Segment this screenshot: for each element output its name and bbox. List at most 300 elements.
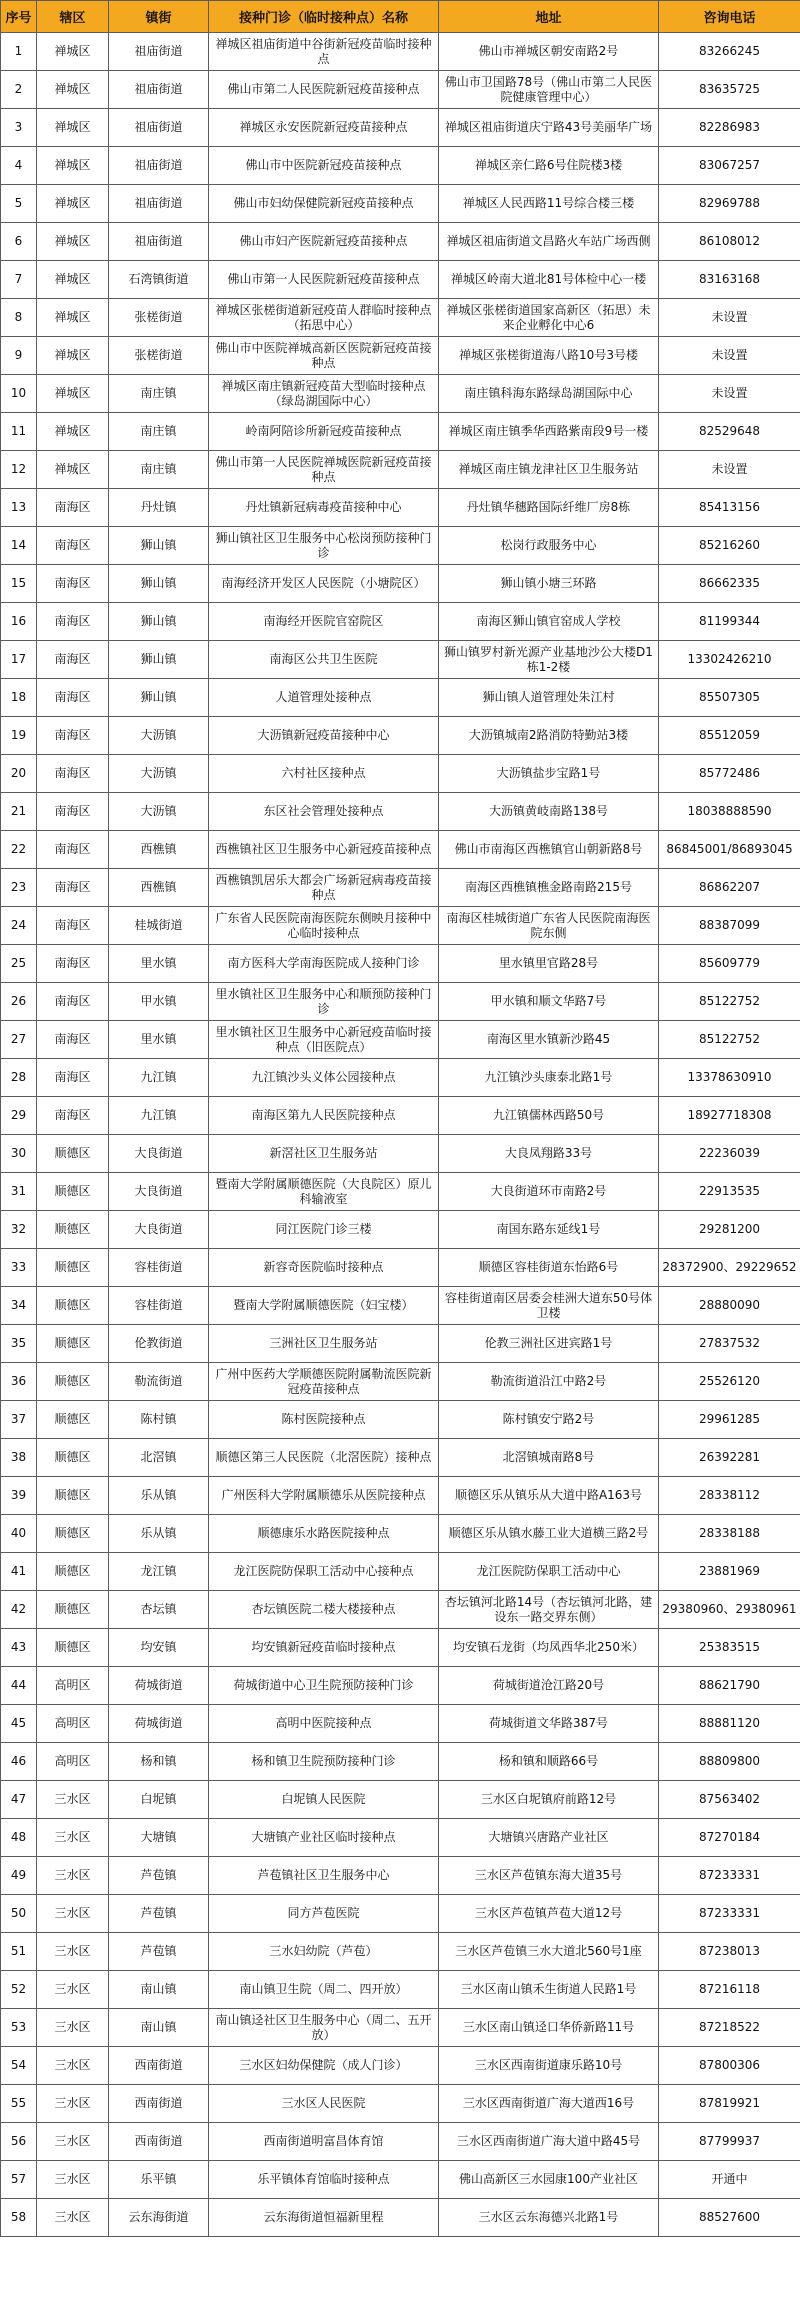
cell-district: 禅城区	[37, 223, 109, 261]
cell-town: 陈村镇	[109, 1401, 209, 1439]
cell-site-name: 佛山市第一人民医院新冠疫苗接种点	[209, 261, 439, 299]
cell-index: 19	[1, 717, 37, 755]
cell-district: 三水区	[37, 2085, 109, 2123]
cell-site-name: 三水区妇幼保健院（成人门诊）	[209, 2047, 439, 2085]
table-row	[1, 2123, 800, 2161]
cell-index: 6	[1, 223, 37, 261]
cell-phone: 开通中	[659, 2161, 800, 2199]
cell-town: 祖庙街道	[109, 33, 209, 71]
table-row	[1, 1895, 800, 1933]
cell-site-name: 西樵镇社区卫生服务中心新冠疫苗接种点	[209, 831, 439, 869]
table-row	[1, 1097, 800, 1135]
cell-phone: 88387099	[659, 907, 800, 945]
cell-index: 7	[1, 261, 37, 299]
cell-address: 南海区里水镇新沙路45	[439, 1021, 659, 1059]
cell-phone: 25526120	[659, 1363, 800, 1401]
cell-district: 三水区	[37, 2123, 109, 2161]
cell-address: 顺德区乐从镇水藤工业大道横三路2号	[439, 1515, 659, 1553]
table-row	[1, 641, 800, 679]
cell-site-name: 大沥镇新冠疫苗接种中心	[209, 717, 439, 755]
cell-town: 大塘镇	[109, 1819, 209, 1857]
cell-address: 大沥镇黄岐南路138号	[439, 793, 659, 831]
cell-index: 25	[1, 945, 37, 983]
cell-site-name: 新滘社区卫生服务站	[209, 1135, 439, 1173]
cell-district: 南海区	[37, 527, 109, 565]
cell-phone: 未设置	[659, 337, 800, 375]
cell-index: 13	[1, 489, 37, 527]
cell-town: 大良街道	[109, 1211, 209, 1249]
cell-site-name: 广州医科大学附属顺德乐从医院接种点	[209, 1477, 439, 1515]
table-row	[1, 1971, 800, 2009]
cell-address: 禅城区南庄镇龙津社区卫生服务站	[439, 451, 659, 489]
cell-address: 佛山高新区三水园康100产业社区	[439, 2161, 659, 2199]
cell-phone: 82286983	[659, 109, 800, 147]
cell-site-name: 九江镇沙头义体公园接种点	[209, 1059, 439, 1097]
cell-phone: 83266245	[659, 33, 800, 71]
table-row	[1, 1857, 800, 1895]
cell-town: 乐从镇	[109, 1477, 209, 1515]
cell-town: 甲水镇	[109, 983, 209, 1021]
cell-phone: 85507305	[659, 679, 800, 717]
cell-district: 顺德区	[37, 1173, 109, 1211]
cell-phone: 85413156	[659, 489, 800, 527]
table-row	[1, 755, 800, 793]
table-row	[1, 1667, 800, 1705]
cell-phone: 88881120	[659, 1705, 800, 1743]
cell-site-name: 人道管理处接种点	[209, 679, 439, 717]
cell-index: 9	[1, 337, 37, 375]
cell-address: 狮山镇小塘三环路	[439, 565, 659, 603]
table-row	[1, 1363, 800, 1401]
table-row	[1, 413, 800, 451]
header-address: 地址	[439, 1, 659, 33]
cell-district: 南海区	[37, 641, 109, 679]
cell-town: 丹灶镇	[109, 489, 209, 527]
table-row	[1, 603, 800, 641]
cell-district: 禅城区	[37, 299, 109, 337]
cell-town: 大沥镇	[109, 793, 209, 831]
header-district: 辖区	[37, 1, 109, 33]
cell-address: 松岗行政服务中心	[439, 527, 659, 565]
cell-phone: 22913535	[659, 1173, 800, 1211]
cell-district: 南海区	[37, 1097, 109, 1135]
cell-town: 大沥镇	[109, 755, 209, 793]
cell-phone: 87233331	[659, 1895, 800, 1933]
cell-town: 西樵镇	[109, 831, 209, 869]
cell-town: 狮山镇	[109, 527, 209, 565]
cell-phone: 86662335	[659, 565, 800, 603]
cell-index: 20	[1, 755, 37, 793]
table-row	[1, 1591, 800, 1629]
cell-index: 23	[1, 869, 37, 907]
table-row	[1, 907, 800, 945]
table-row	[1, 679, 800, 717]
cell-phone: 18038888590	[659, 793, 800, 831]
cell-phone: 28338112	[659, 1477, 800, 1515]
cell-district: 顺德区	[37, 1401, 109, 1439]
table-row	[1, 1743, 800, 1781]
cell-district: 顺德区	[37, 1553, 109, 1591]
table-row	[1, 2009, 800, 2047]
table-row	[1, 1781, 800, 1819]
cell-phone: 82529648	[659, 413, 800, 451]
cell-phone: 86862207	[659, 869, 800, 907]
cell-address: 顺德区乐从镇乐从大道中路A163号	[439, 1477, 659, 1515]
cell-index: 51	[1, 1933, 37, 1971]
cell-site-name: 三水妇幼院（芦苞）	[209, 1933, 439, 1971]
cell-site-name: 南山镇迳社区卫生服务中心（周二、五开放）	[209, 2009, 439, 2047]
cell-address: 大沥镇盐步宝路1号	[439, 755, 659, 793]
table-row	[1, 185, 800, 223]
cell-address: 禅城区岭南大道北81号体检中心一楼	[439, 261, 659, 299]
cell-site-name: 里水镇社区卫生服务中心和顺预防接种门诊	[209, 983, 439, 1021]
cell-index: 39	[1, 1477, 37, 1515]
cell-address: 佛山市卫国路78号（佛山市第二人民医院健康管理中心）	[439, 71, 659, 109]
cell-phone: 87270184	[659, 1819, 800, 1857]
cell-phone: 87238013	[659, 1933, 800, 1971]
cell-site-name: 云东海街道恒福新里程	[209, 2199, 439, 2237]
cell-phone: 28338188	[659, 1515, 800, 1553]
cell-site-name: 南山镇卫生院（周二、四开放）	[209, 1971, 439, 2009]
cell-address: 狮山镇人道管理处朱江村	[439, 679, 659, 717]
table-row	[1, 1287, 800, 1325]
cell-address: 禅城区祖庙街道庆宁路43号美丽华广场	[439, 109, 659, 147]
cell-district: 顺德区	[37, 1363, 109, 1401]
cell-site-name: 芦苞镇社区卫生服务中心	[209, 1857, 439, 1895]
cell-town: 均安镇	[109, 1629, 209, 1667]
table-row	[1, 1211, 800, 1249]
cell-town: 容桂街道	[109, 1249, 209, 1287]
cell-phone: 88621790	[659, 1667, 800, 1705]
table-row	[1, 1705, 800, 1743]
table-row	[1, 717, 800, 755]
cell-phone: 23881969	[659, 1553, 800, 1591]
cell-town: 狮山镇	[109, 641, 209, 679]
cell-address: 荷城街道沧江路20号	[439, 1667, 659, 1705]
cell-site-name: 南方医科大学南海医院成人接种门诊	[209, 945, 439, 983]
cell-address: 禅城区亲仁路6号住院楼3楼	[439, 147, 659, 185]
cell-address: 南海区狮山镇官窑成人学校	[439, 603, 659, 641]
header-index: 序号	[1, 1, 37, 33]
table-header	[1, 1, 800, 33]
table-row	[1, 793, 800, 831]
cell-index: 27	[1, 1021, 37, 1059]
cell-site-name: 丹灶镇新冠病毒疫苗接种中心	[209, 489, 439, 527]
cell-index: 58	[1, 2199, 37, 2237]
cell-town: 西南街道	[109, 2047, 209, 2085]
cell-address: 禅城区祖庙街道文昌路火车站广场西侧	[439, 223, 659, 261]
cell-address: 顺德区容桂街道东怡路6号	[439, 1249, 659, 1287]
cell-site-name: 佛山市中医院禅城高新区医院新冠疫苗接种点	[209, 337, 439, 375]
cell-address: 禅城区张槎街道海八路10号3号楼	[439, 337, 659, 375]
cell-site-name: 佛山市妇幼保健院新冠疫苗接种点	[209, 185, 439, 223]
table-row	[1, 1173, 800, 1211]
cell-address: 禅城区南庄镇季华西路紫南段9号一楼	[439, 413, 659, 451]
cell-site-name: 同江医院门诊三楼	[209, 1211, 439, 1249]
cell-phone: 85609779	[659, 945, 800, 983]
cell-index: 28	[1, 1059, 37, 1097]
cell-address: 三水区芦苞镇东海大道35号	[439, 1857, 659, 1895]
cell-phone: 29281200	[659, 1211, 800, 1249]
cell-district: 顺德区	[37, 1249, 109, 1287]
cell-address: 容桂街道南区居委会桂洲大道东50号体卫楼	[439, 1287, 659, 1325]
cell-district: 禅城区	[37, 375, 109, 413]
cell-town: 荷城街道	[109, 1705, 209, 1743]
cell-address: 三水区西南街道广海大道西16号	[439, 2085, 659, 2123]
cell-phone: 85122752	[659, 1021, 800, 1059]
cell-index: 47	[1, 1781, 37, 1819]
cell-index: 49	[1, 1857, 37, 1895]
cell-address: 勒流街道沿江中路2号	[439, 1363, 659, 1401]
cell-site-name: 杨和镇卫生院预防接种门诊	[209, 1743, 439, 1781]
table-row	[1, 1629, 800, 1667]
cell-address: 禅城区人民西路11号综合楼三楼	[439, 185, 659, 223]
cell-address: 大塘镇兴唐路产业社区	[439, 1819, 659, 1857]
cell-site-name: 广东省人民医院南海医院东侧映月接种中心临时接种点	[209, 907, 439, 945]
cell-site-name: 南海区公共卫生医院	[209, 641, 439, 679]
cell-site-name: 龙江医院防保职工活动中心接种点	[209, 1553, 439, 1591]
cell-town: 九江镇	[109, 1097, 209, 1135]
cell-site-name: 西樵镇凯居乐大都会广场新冠病毒疫苗接种点	[209, 869, 439, 907]
cell-index: 21	[1, 793, 37, 831]
cell-index: 33	[1, 1249, 37, 1287]
cell-town: 桂城街道	[109, 907, 209, 945]
cell-town: 南庄镇	[109, 451, 209, 489]
cell-address: 北滘镇城南路8号	[439, 1439, 659, 1477]
table-row	[1, 147, 800, 185]
cell-index: 45	[1, 1705, 37, 1743]
cell-district: 三水区	[37, 2047, 109, 2085]
cell-district: 顺德区	[37, 1325, 109, 1363]
cell-site-name: 六村社区接种点	[209, 755, 439, 793]
cell-index: 2	[1, 71, 37, 109]
cell-index: 1	[1, 33, 37, 71]
cell-address: 南国东路东延线1号	[439, 1211, 659, 1249]
cell-phone: 85122752	[659, 983, 800, 1021]
cell-district: 高明区	[37, 1743, 109, 1781]
cell-index: 50	[1, 1895, 37, 1933]
cell-phone: 13378630910	[659, 1059, 800, 1097]
cell-town: 里水镇	[109, 1021, 209, 1059]
cell-phone: 29380960、29380961	[659, 1591, 800, 1629]
table-row	[1, 1819, 800, 1857]
table-row	[1, 945, 800, 983]
cell-address: 南海区桂城街道广东省人民医院南海医院东侧	[439, 907, 659, 945]
cell-phone: 88527600	[659, 2199, 800, 2237]
cell-district: 南海区	[37, 489, 109, 527]
cell-address: 三水区芦苞镇芦苞大道12号	[439, 1895, 659, 1933]
table-row	[1, 1477, 800, 1515]
cell-index: 43	[1, 1629, 37, 1667]
cell-phone: 85216260	[659, 527, 800, 565]
cell-town: 祖庙街道	[109, 223, 209, 261]
cell-index: 56	[1, 2123, 37, 2161]
cell-index: 14	[1, 527, 37, 565]
cell-town: 张槎街道	[109, 337, 209, 375]
cell-index: 29	[1, 1097, 37, 1135]
cell-site-name: 同方芦苞医院	[209, 1895, 439, 1933]
cell-phone: 83163168	[659, 261, 800, 299]
cell-phone: 28372900、29229652	[659, 1249, 800, 1287]
cell-town: 大沥镇	[109, 717, 209, 755]
cell-index: 4	[1, 147, 37, 185]
cell-index: 5	[1, 185, 37, 223]
cell-address: 大沥镇城南2路消防特勤站3楼	[439, 717, 659, 755]
cell-site-name: 东区社会管理处接种点	[209, 793, 439, 831]
table-row	[1, 1249, 800, 1287]
cell-phone: 86845001/86893045	[659, 831, 800, 869]
cell-town: 祖庙街道	[109, 109, 209, 147]
cell-phone: 82969788	[659, 185, 800, 223]
cell-town: 大良街道	[109, 1173, 209, 1211]
cell-town: 祖庙街道	[109, 71, 209, 109]
cell-district: 南海区	[37, 907, 109, 945]
cell-phone: 85772486	[659, 755, 800, 793]
cell-phone: 18927718308	[659, 1097, 800, 1135]
cell-district: 南海区	[37, 1059, 109, 1097]
table-row	[1, 1401, 800, 1439]
cell-district: 南海区	[37, 717, 109, 755]
cell-district: 南海区	[37, 945, 109, 983]
cell-index: 40	[1, 1515, 37, 1553]
cell-site-name: 三水区人民医院	[209, 2085, 439, 2123]
cell-town: 张槎街道	[109, 299, 209, 337]
cell-site-name: 暨南大学附属顺德医院（大良院区）原儿科输液室	[209, 1173, 439, 1211]
cell-address: 三水区云东海德兴北路1号	[439, 2199, 659, 2237]
table-row	[1, 451, 800, 489]
cell-site-name: 岭南阿陪诊所新冠疫苗接种点	[209, 413, 439, 451]
cell-index: 3	[1, 109, 37, 147]
cell-district: 南海区	[37, 1021, 109, 1059]
cell-address: 狮山镇罗村新光源产业基地沙公大楼D1栋1-2楼	[439, 641, 659, 679]
cell-address: 陈村镇安宁路2号	[439, 1401, 659, 1439]
cell-site-name: 禅城区祖庙街道中谷街新冠疫苗临时接种点	[209, 33, 439, 71]
cell-index: 26	[1, 983, 37, 1021]
cell-site-name: 广州中医药大学顺德医院附属勒流医院新冠疫苗接种点	[209, 1363, 439, 1401]
cell-address: 佛山市南海区西樵镇官山朝新路8号	[439, 831, 659, 869]
header-phone: 咨询电话	[659, 1, 800, 33]
cell-district: 禅城区	[37, 147, 109, 185]
cell-site-name: 杏坛镇医院二楼大楼接种点	[209, 1591, 439, 1629]
table-row	[1, 1439, 800, 1477]
cell-district: 南海区	[37, 869, 109, 907]
cell-index: 55	[1, 2085, 37, 2123]
cell-index: 44	[1, 1667, 37, 1705]
cell-address: 三水区西南街道广海大道中路45号	[439, 2123, 659, 2161]
cell-phone: 25383515	[659, 1629, 800, 1667]
header-row	[1, 1, 800, 33]
cell-town: 龙江镇	[109, 1553, 209, 1591]
cell-town: 狮山镇	[109, 565, 209, 603]
cell-district: 三水区	[37, 1933, 109, 1971]
cell-district: 三水区	[37, 1819, 109, 1857]
cell-district: 禅城区	[37, 261, 109, 299]
cell-phone: 13302426210	[659, 641, 800, 679]
cell-index: 38	[1, 1439, 37, 1477]
cell-town: 南庄镇	[109, 413, 209, 451]
cell-address: 佛山市禅城区朝安南路2号	[439, 33, 659, 71]
cell-district: 顺德区	[37, 1515, 109, 1553]
cell-index: 37	[1, 1401, 37, 1439]
cell-district: 南海区	[37, 679, 109, 717]
table-row	[1, 831, 800, 869]
cell-district: 三水区	[37, 1971, 109, 2009]
cell-site-name: 白坭镇人民医院	[209, 1781, 439, 1819]
cell-address: 大良街道环市南路2号	[439, 1173, 659, 1211]
cell-district: 禅城区	[37, 185, 109, 223]
cell-index: 41	[1, 1553, 37, 1591]
cell-index: 15	[1, 565, 37, 603]
cell-index: 22	[1, 831, 37, 869]
cell-town: 杏坛镇	[109, 1591, 209, 1629]
cell-phone: 83635725	[659, 71, 800, 109]
cell-index: 34	[1, 1287, 37, 1325]
cell-address: 伦教三洲社区进宾路1号	[439, 1325, 659, 1363]
cell-address: 三水区芦苞镇三水大道北560号1座	[439, 1933, 659, 1971]
table-row	[1, 33, 800, 71]
cell-index: 52	[1, 1971, 37, 2009]
cell-town: 容桂街道	[109, 1287, 209, 1325]
cell-address: 里水镇里官路28号	[439, 945, 659, 983]
cell-address: 三水区西南街道康乐路10号	[439, 2047, 659, 2085]
cell-district: 三水区	[37, 2161, 109, 2199]
cell-address: 三水区南山镇禾生街道人民路1号	[439, 1971, 659, 2009]
cell-address: 南海区西樵镇樵金路南路215号	[439, 869, 659, 907]
cell-town: 乐平镇	[109, 2161, 209, 2199]
cell-phone: 86108012	[659, 223, 800, 261]
table-row	[1, 565, 800, 603]
table-row	[1, 71, 800, 109]
cell-town: 南山镇	[109, 1971, 209, 2009]
cell-site-name: 佛山市第二人民医院新冠疫苗接种点	[209, 71, 439, 109]
table-row	[1, 1553, 800, 1591]
cell-address: 龙江医院防保职工活动中心	[439, 1553, 659, 1591]
cell-district: 南海区	[37, 831, 109, 869]
cell-site-name: 大塘镇产业社区临时接种点	[209, 1819, 439, 1857]
cell-town: 里水镇	[109, 945, 209, 983]
cell-district: 禅城区	[37, 33, 109, 71]
cell-town: 芦苞镇	[109, 1857, 209, 1895]
cell-index: 57	[1, 2161, 37, 2199]
cell-phone: 87819921	[659, 2085, 800, 2123]
cell-phone: 87563402	[659, 1781, 800, 1819]
table-row	[1, 1021, 800, 1059]
cell-town: 伦教街道	[109, 1325, 209, 1363]
cell-site-name: 荷城街道中心卫生院预防接种门诊	[209, 1667, 439, 1705]
cell-district: 高明区	[37, 1705, 109, 1743]
cell-index: 8	[1, 299, 37, 337]
cell-phone: 29961285	[659, 1401, 800, 1439]
cell-phone: 81199344	[659, 603, 800, 641]
cell-phone: 未设置	[659, 451, 800, 489]
table-row	[1, 109, 800, 147]
cell-town: 西南街道	[109, 2085, 209, 2123]
cell-site-name: 佛山市中医院新冠疫苗接种点	[209, 147, 439, 185]
cell-district: 禅城区	[37, 413, 109, 451]
cell-address: 甲水镇和顺文华路7号	[439, 983, 659, 1021]
cell-town: 芦苞镇	[109, 1895, 209, 1933]
cell-phone: 27837532	[659, 1325, 800, 1363]
cell-district: 禅城区	[37, 337, 109, 375]
cell-town: 勒流街道	[109, 1363, 209, 1401]
cell-index: 48	[1, 1819, 37, 1857]
cell-index: 18	[1, 679, 37, 717]
cell-site-name: 南海经开医院官窑院区	[209, 603, 439, 641]
cell-phone: 未设置	[659, 375, 800, 413]
cell-site-name: 佛山市第一人民医院禅城医院新冠疫苗接种点	[209, 451, 439, 489]
cell-index: 36	[1, 1363, 37, 1401]
cell-town: 荷城街道	[109, 1667, 209, 1705]
